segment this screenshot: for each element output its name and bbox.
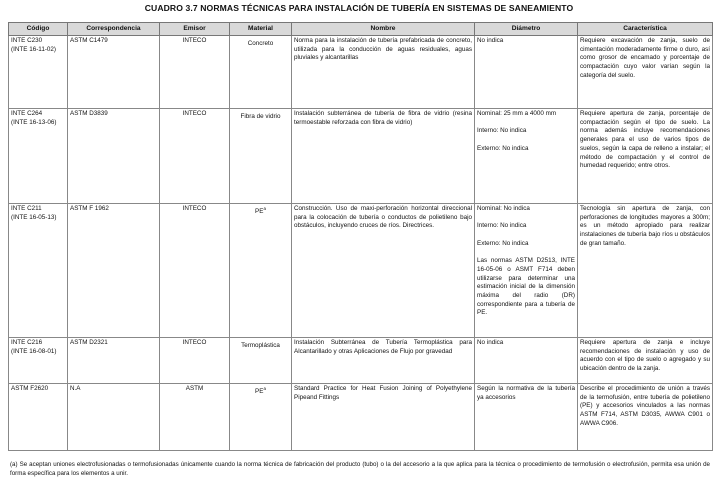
material-text: Concreto	[247, 40, 274, 48]
codigo-line: INTE C211	[11, 205, 42, 212]
diametro-line: Interno: No indica	[477, 222, 527, 230]
diametro-line: Interno: No indica	[477, 127, 527, 135]
cell-codigo	[9, 109, 68, 204]
codigo-line: (INTE 16-05-13)	[11, 213, 57, 221]
cell-emisor: INTECO	[160, 204, 230, 338]
table-row	[9, 36, 713, 109]
material-text: PE	[255, 388, 264, 396]
cell-caracteristica: Requiere apertura de zanja, porcentaje de compactación según el tipo de suelo. La norma además incluye recomendaciones generales para el uso de varios tipos de suelos, según la capa de relleno a instalar; el método de compactación y el control de humedad requerido; entre otros.	[578, 109, 713, 204]
table-row	[9, 338, 713, 384]
material-text: Termoplástica	[241, 342, 280, 350]
cell-codigo	[9, 36, 68, 109]
material-text: Fibra de vidrio	[240, 113, 281, 121]
cell-diametro	[475, 109, 578, 204]
header-correspondencia: Correspondencia	[68, 23, 160, 36]
cell-caracteristica: Tecnología sin apertura de zanja, con perforaciones de longitudes mayores a 300m; es un método apropiado para realizar instalaciones de tubería bajo ríos u obstáculos de gran tamaño.	[578, 204, 713, 338]
cell-nombre: Construcción. Uso de maxi-perforación horizontal direccional para la colocación de tubería o conductos de polietileno bajo obstáculos, incluyendo cruces de ríos. Directrices.	[292, 204, 475, 338]
cell-diametro	[475, 36, 578, 109]
cell-codigo	[9, 204, 68, 338]
diametro-line: No indica	[477, 339, 504, 346]
cell-correspondencia: ASTM D3839	[68, 109, 160, 204]
cell-caracteristica: Requiere apertura de zanja e incluye recomendaciones de instalación y uso de acuerdo con el tipo de suelo o agregado y su ubicación dentro de la zanja.	[578, 338, 713, 384]
header-diametro: Diámetro	[475, 23, 578, 36]
cell-correspondencia: N.A	[68, 384, 160, 451]
header-codigo: Código	[9, 23, 68, 36]
codigo-line: INTE C264	[11, 110, 43, 117]
codigo-line: INTE C216	[11, 339, 43, 346]
header-emisor: Emisor	[160, 23, 230, 36]
table-row	[9, 109, 713, 204]
cell-diametro	[475, 338, 578, 384]
material-text: PE	[255, 208, 264, 216]
cell-nombre: Norma para la instalación de tubería prefabricada de concreto, utilizada para la conducción de aguas residuales, aguas pluviales y alcantarillas	[292, 36, 475, 109]
codigo-line: INTE C230	[11, 37, 43, 44]
cell-nombre: Instalación Subterránea de Tubería Termoplástica para Alcantarillado y otras Aplicaciones de Flujo por gravedad	[292, 338, 475, 384]
diametro-line: No indica	[477, 37, 504, 44]
diametro-line: Nominal: No indica	[477, 205, 530, 212]
standards-table	[8, 22, 713, 451]
cell-codigo	[9, 384, 68, 451]
codigo-line: (INTE 16-13-06)	[11, 118, 57, 126]
cell-emisor: ASTM	[160, 384, 230, 451]
cell-correspondencia: ASTM F 1962	[68, 204, 160, 338]
cell-material	[230, 204, 292, 338]
diametro-line: Según la normativa de la tubería ya accesorios	[477, 385, 575, 401]
cell-material	[230, 109, 292, 204]
table-row	[9, 204, 713, 338]
cell-codigo	[9, 338, 68, 384]
cell-emisor: INTECO	[160, 338, 230, 384]
diametro-line: Externo: No indica	[477, 239, 529, 247]
codigo-line: ASTM F2620	[11, 385, 49, 392]
material-footnote-mark: a	[263, 386, 266, 391]
diametro-line: Externo: No indica	[477, 144, 529, 152]
header-nombre: Nombre	[292, 23, 475, 36]
cell-nombre: Instalación subterránea de tubería de fibra de vidrio (resina termoestable reforzada con fibra de vidrio)	[292, 109, 475, 204]
header-caracteristica: Característica	[578, 23, 713, 36]
cell-caracteristica: Describe el procedimiento de unión a través de la termofusión, entre tubería de polietileno (PE) y accesorios vinculados a las normas ASTM F714, ASTM D3035, AWWA C901 o AWWA C906.	[578, 384, 713, 451]
header-material: Material	[230, 23, 292, 36]
diametro-line: Las normas ASTM D2513, INTE 16-05-06 o ASMT F714 deben utilizarse para determinar una estimación inicial de la dimensión máxima del radio (DR) correspondiente para a tubería de PE.	[477, 257, 575, 317]
cell-emisor: INTECO	[160, 109, 230, 204]
cell-emisor: INTECO	[160, 36, 230, 109]
cell-material	[230, 338, 292, 384]
cell-nombre: Standard Practice for Heat Fusion Joining of Polyethylene Pipeand Fittings	[292, 384, 475, 451]
cell-diametro	[475, 204, 578, 338]
table-title: CUADRO 3.7 NORMAS TÉCNICAS PARA INSTALACIÓN DE TUBERÍA EN SISTEMAS DE SANEAMIENTO	[144, 3, 574, 13]
cell-correspondencia: ASTM C1479	[68, 36, 160, 109]
table-row	[9, 384, 713, 451]
diametro-line: Nominal: 25 mm a 4000 mm	[477, 110, 557, 117]
cell-correspondencia: ASTM D2321	[68, 338, 160, 384]
header-row	[9, 23, 713, 36]
footnote: (a) Se aceptan uniones electrofusionadas o termofusionadas únicamente cuando la norma técnica de fabricación del producto (tubo) o la del accesorio a la que aplica para la técnica o procedimiento de termofusión o electrofusión, permita esa unión de forma específica para los elementos a unir.	[10, 461, 710, 477]
cell-material	[230, 36, 292, 109]
cell-caracteristica: Requiere excavación de zanja, suelo de cimentación moderadamente firme o duro, así como grosor de encamado y porcentaje de compactación cuyo valor varían según la categoría del suelo.	[578, 36, 713, 109]
cell-diametro	[475, 384, 578, 451]
codigo-line: (INTE 16-11-02)	[11, 45, 57, 53]
cell-material	[230, 384, 292, 451]
codigo-line: (INTE 16-08-01)	[11, 347, 57, 355]
material-footnote-mark: a	[263, 206, 266, 211]
